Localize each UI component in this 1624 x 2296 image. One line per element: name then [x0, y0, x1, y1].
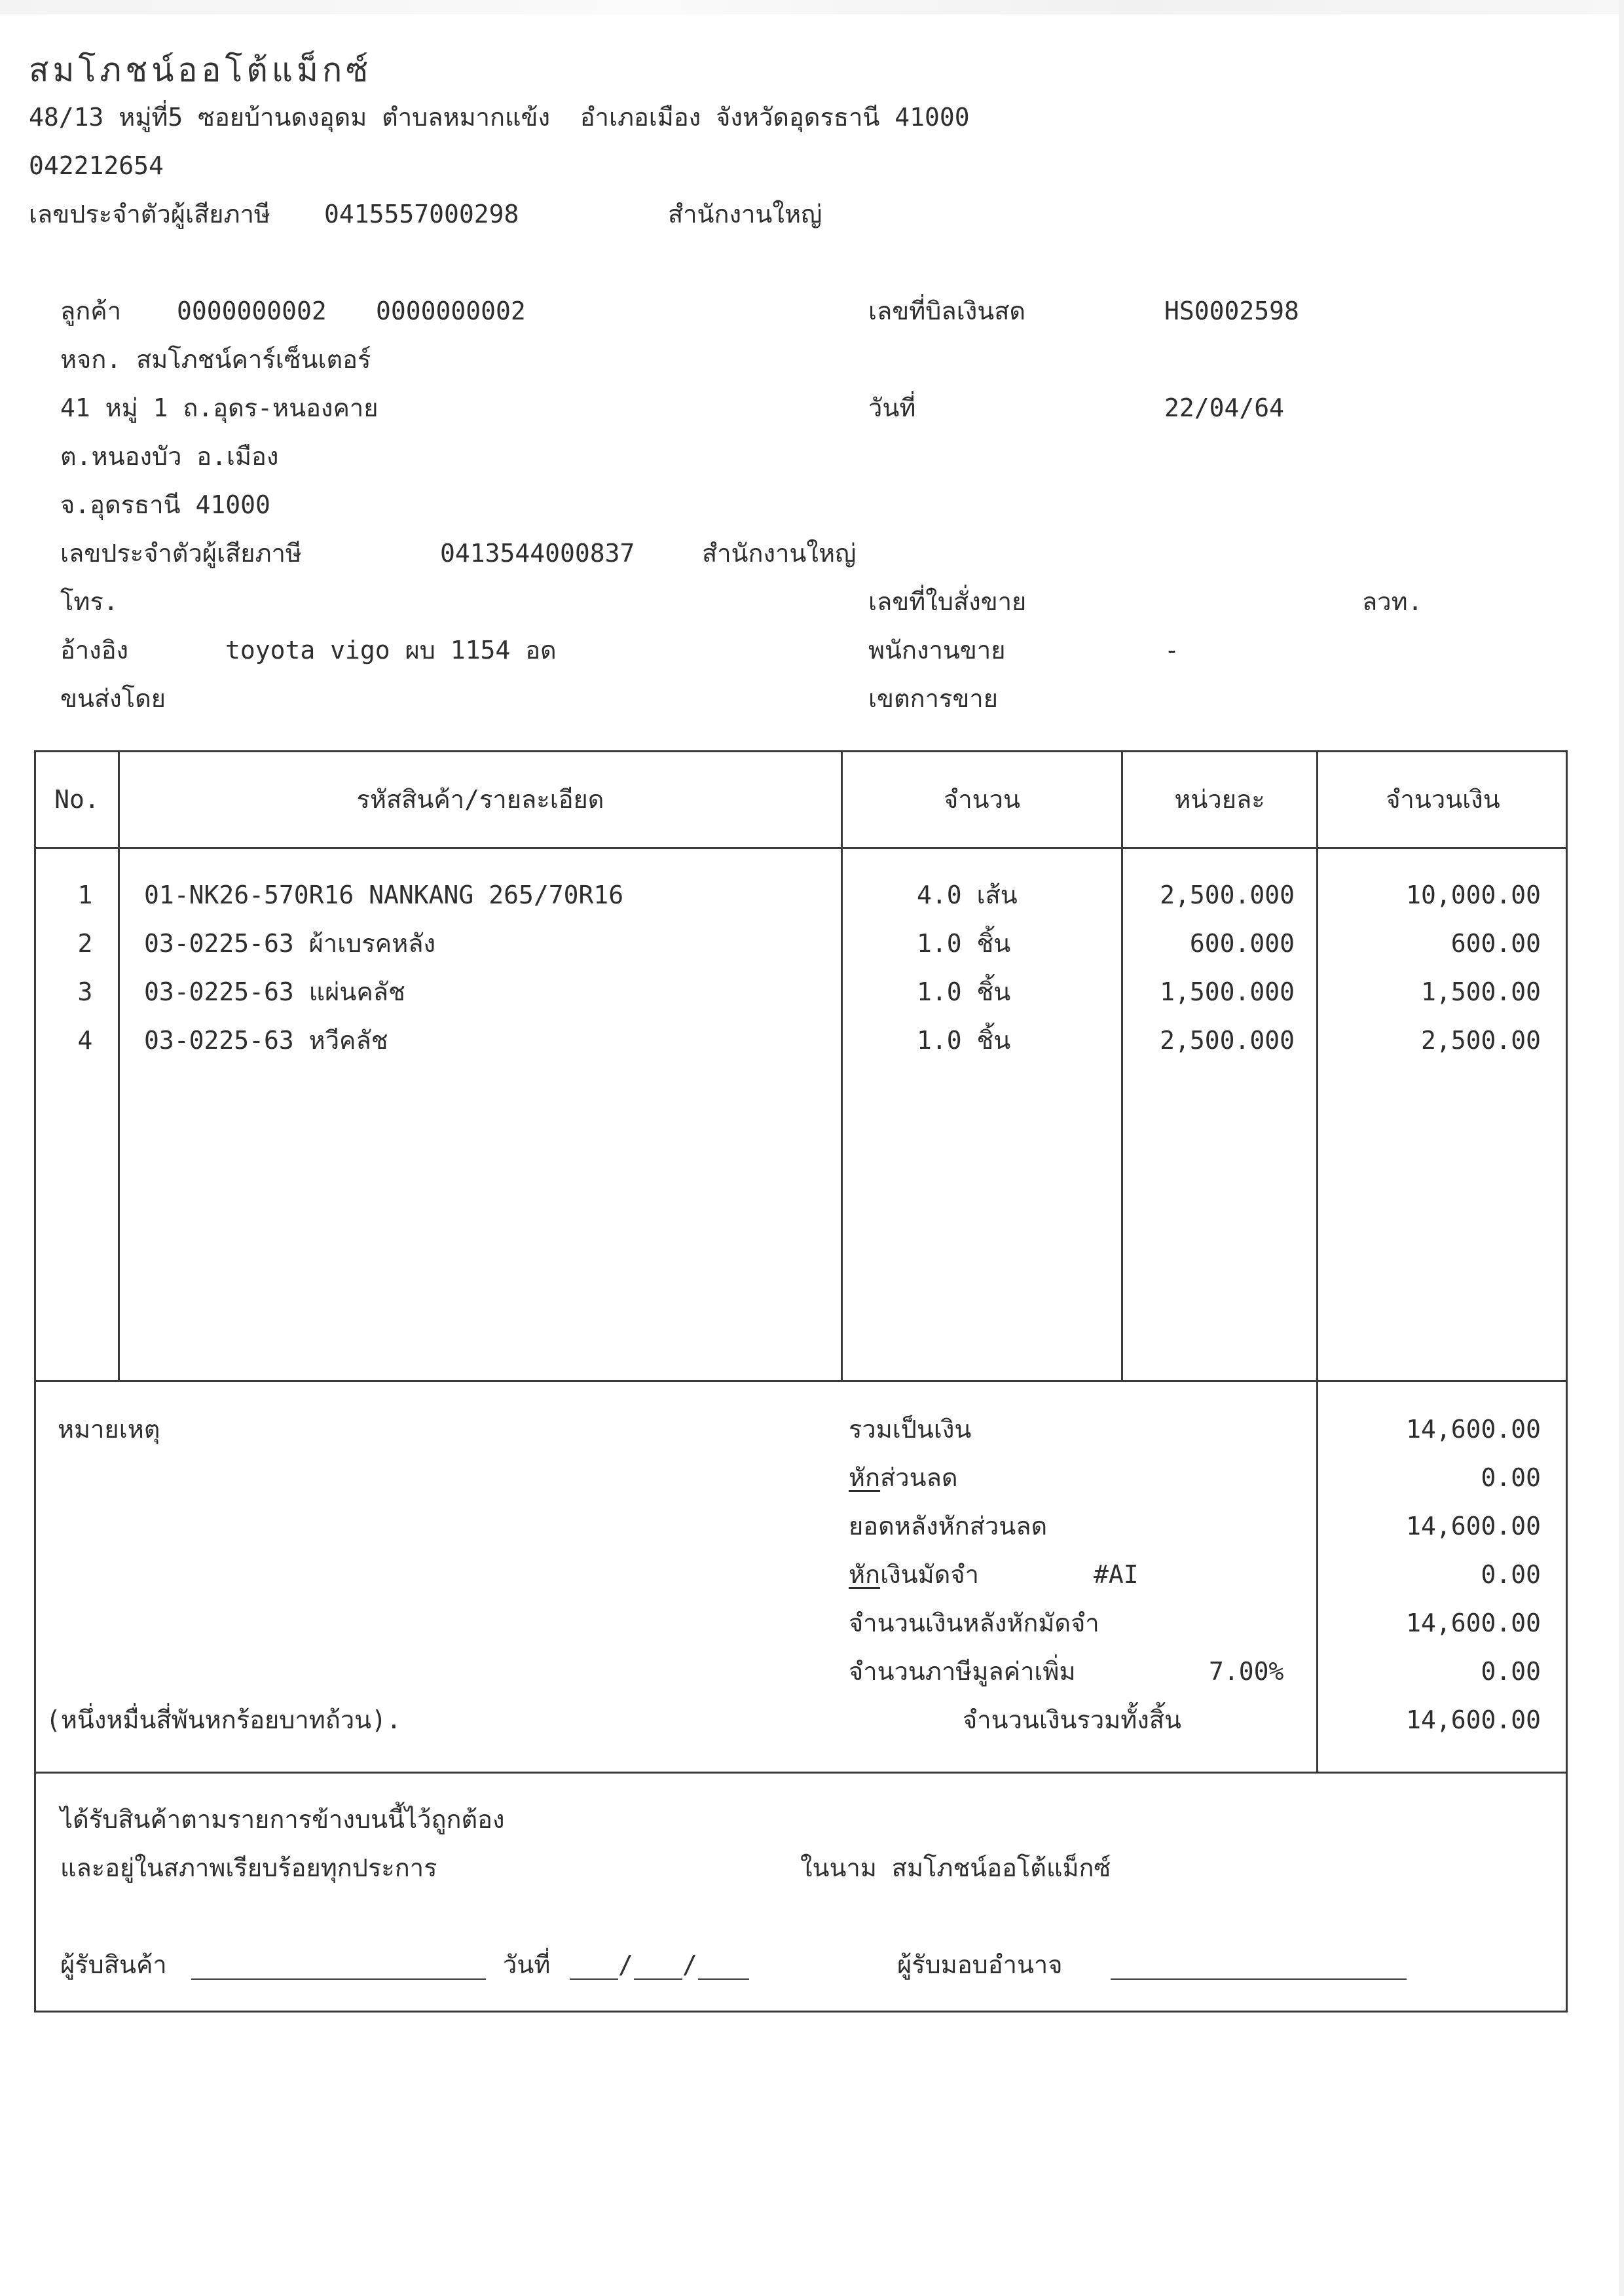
row-4-unit-price: 2,500.000: [1160, 1026, 1295, 1055]
invoice-date: 22/04/64: [1164, 393, 1285, 422]
table-header-divider: [34, 847, 1568, 849]
header-description: รหัสสินค้า/รายละเอียด: [356, 785, 604, 814]
received-line-1: ได้รับสินค้าตามรายการข้างบนนี้ไว้ถูกต้อง: [60, 1805, 505, 1834]
invoice-number: HS0002598: [1164, 297, 1299, 325]
header-amount: จำนวนเงิน: [1386, 785, 1500, 814]
company-name: สมโภชน์ออโต้แม็กซ์: [29, 51, 373, 89]
company-phone: 042212654: [29, 151, 164, 180]
customer-address-3: จ.อุดรธานี 41000: [60, 490, 270, 519]
row-3-unit-price: 1,500.000: [1160, 977, 1295, 1006]
sales-order-label: เลขที่ใบสั่งขาย: [868, 587, 1027, 616]
receive-date-year-line: [698, 1978, 749, 1980]
header-no: No.: [54, 785, 100, 814]
discount-label-underlined: หัก: [849, 1463, 881, 1492]
discount-label-rest: ส่วนลด: [880, 1463, 958, 1492]
scan-top-strip: [0, 0, 1624, 14]
row-2-no: 2: [77, 929, 93, 958]
subtotal-label: รวมเป็นเงิน: [849, 1415, 972, 1444]
grand-total-label: จำนวนเงินรวมทั้งสิ้น: [963, 1705, 1181, 1734]
vat-rate: 7.00%: [1209, 1657, 1284, 1686]
authorized-signature-line: [1111, 1978, 1407, 1980]
row-3-amount: 1,500.00: [1420, 977, 1541, 1006]
remark-label: หมายเหตุ: [58, 1415, 160, 1444]
customer-label: ลูกค้า: [60, 297, 122, 325]
after-discount-label: ยอดหลังหักส่วนลด: [849, 1512, 1048, 1540]
row-2-description: 03-0225-63 ผ้าเบรคหลัง: [144, 929, 436, 958]
customer-phone-label: โทร.: [60, 587, 119, 616]
row-4-description: 03-0225-63 หวีคลัช: [144, 1026, 388, 1055]
table-summary-divider: [34, 1380, 1568, 1382]
company-branch: สำนักงานใหญ่: [668, 200, 822, 228]
company-address: 48/13 หมู่ที่5 ซอยบ้านดงอุดม ตำบลหมากแข้ง อำเภอเมือง จังหวัดอุดรธานี 41000: [29, 103, 970, 132]
col-divider-2: [841, 750, 843, 1380]
discount-value: 0.00: [1481, 1463, 1541, 1492]
row-3-description: 03-0225-63 แผ่นคลัช: [144, 977, 405, 1006]
col-divider-1: [118, 750, 120, 1380]
receiver-label: ผู้รับสินค้า: [60, 1950, 167, 1979]
reference-value: toyota vigo ผบ 1154 อด: [225, 636, 557, 665]
amount-in-words: (หนึ่งหมื่นสี่พันหกร้อยบาทถ้วน).: [46, 1705, 401, 1734]
invoice-date-label: วันที่: [868, 393, 916, 422]
row-2-amount: 600.00: [1450, 929, 1541, 958]
customer-code-2: 0000000002: [376, 297, 526, 325]
after-deposit-value: 14,600.00: [1406, 1609, 1541, 1637]
company-tax-label: เลขประจำตัวผู้เสียภาษี: [29, 200, 270, 228]
receive-date-label: วันที่: [503, 1950, 551, 1979]
row-1-unit-price: 2,500.000: [1160, 881, 1295, 909]
deposit-label-rest: เงินมัดจำ: [880, 1560, 979, 1589]
vat-value: 0.00: [1481, 1657, 1541, 1686]
deposit-value: 0.00: [1481, 1560, 1541, 1589]
deposit-label-underlined: หัก: [849, 1560, 881, 1589]
subtotal-value: 14,600.00: [1406, 1415, 1541, 1444]
receive-date-day-line: [570, 1978, 618, 1980]
date-slash-1: /: [618, 1950, 633, 1979]
customer-tax-id: 0413544000837: [440, 539, 635, 568]
reference-label: อ้างอิง: [60, 636, 129, 665]
customer-name: หจก. สมโภชน์คาร์เซ็นเตอร์: [60, 345, 371, 374]
on-behalf-of: ในนาม สมโภชน์ออโต้แม็กซ์: [800, 1853, 1111, 1882]
deposit-reference: #AI: [1094, 1560, 1139, 1589]
row-4-quantity: 1.0 ชิ้น: [917, 1026, 1011, 1055]
row-4-amount: 2,500.00: [1420, 1026, 1541, 1055]
vat-label: จำนวนภาษีมูลค่าเพิ่ม: [849, 1657, 1076, 1686]
customer-tax-label: เลขประจำตัวผู้เสียภาษี: [60, 539, 302, 568]
customer-address-2: ต.หนองบัว อ.เมือง: [60, 442, 279, 471]
row-1-no: 1: [77, 881, 93, 909]
row-1-amount: 10,000.00: [1406, 881, 1541, 909]
salesperson-value: -: [1164, 636, 1179, 665]
customer-branch: สำนักงานใหญ่: [702, 539, 857, 568]
date-slash-2: /: [682, 1950, 697, 1979]
row-2-unit-price: 600.000: [1189, 929, 1295, 958]
receive-date-month-line: [634, 1978, 682, 1980]
company-tax-id: 0415557000298: [324, 200, 519, 228]
row-3-no: 3: [77, 977, 93, 1006]
row-4-no: 4: [77, 1026, 93, 1055]
after-discount-value: 14,600.00: [1406, 1512, 1541, 1540]
col-divider-3: [1121, 750, 1123, 1380]
table-footer-divider: [34, 1772, 1568, 1774]
invoice-number-label: เลขที่บิลเงินสด: [868, 297, 1026, 325]
row-1-quantity: 4.0 เส้น: [917, 881, 1018, 909]
row-3-quantity: 1.0 ชิ้น: [917, 977, 1011, 1006]
shipped-by-label: ขนส่งโดย: [60, 684, 166, 713]
discount-label: [849, 1465, 958, 1490]
grand-total-value: 14,600.00: [1406, 1705, 1541, 1734]
customer-code-1: 0000000002: [177, 297, 327, 325]
salesperson-label: พนักงานขาย: [868, 636, 1006, 665]
scan-right-edge: [1619, 0, 1624, 2296]
received-line-2: และอยู่ในสภาพเรียบร้อยทุกประการ: [60, 1853, 437, 1882]
receiver-signature-line: [191, 1978, 486, 1980]
row-1-description: 01-NK26-570R16 NANKANG 265/70R16: [144, 881, 624, 909]
after-deposit-label: จำนวนเงินหลังหักมัดจำ: [849, 1609, 1099, 1637]
header-quantity: จำนวน: [944, 785, 1020, 814]
deposit-label: [849, 1562, 979, 1587]
authorized-label: ผู้รับมอบอำนาจ: [897, 1950, 1063, 1979]
sales-area-label: เขตการขาย: [868, 684, 998, 713]
customer-address-1: 41 หมู่ 1 ถ.อุดร-หนองคาย: [60, 393, 378, 422]
row-2-quantity: 1.0 ชิ้น: [917, 929, 1011, 958]
header-unit-price: หน่วยละ: [1174, 785, 1265, 814]
sales-order-suffix: ลวท.: [1362, 587, 1423, 616]
